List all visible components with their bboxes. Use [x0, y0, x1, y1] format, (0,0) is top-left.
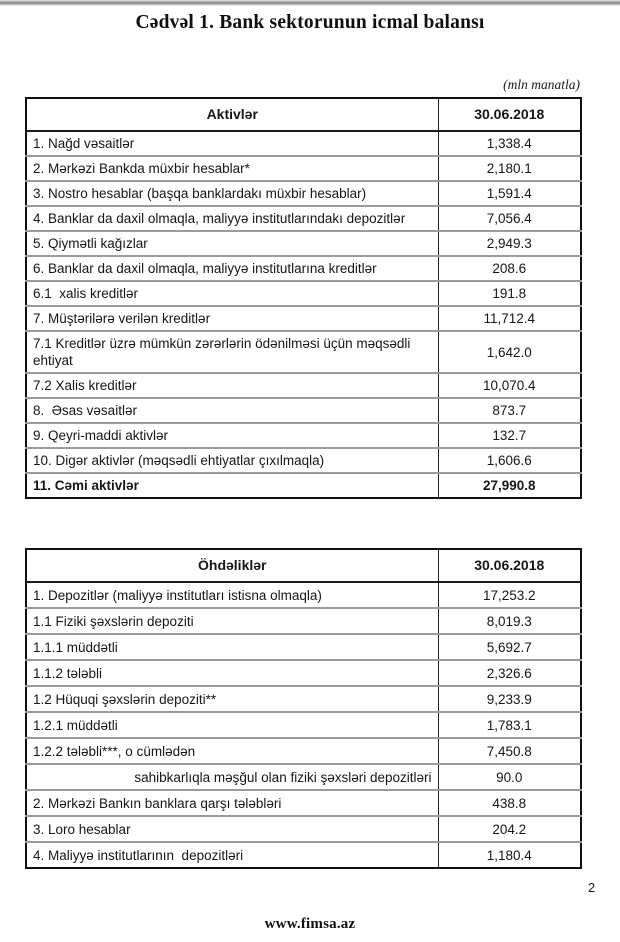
- row-value: 191.8: [438, 281, 581, 306]
- table-row: [26, 398, 581, 423]
- row-label: 1.2 Hüquqi şəxslərin depoziti**: [26, 686, 438, 712]
- table-row: [26, 373, 581, 398]
- row-value: 1,180.4: [438, 842, 581, 868]
- footer-url: www.fimsa.az: [264, 916, 356, 932]
- row-value: 2,180.1: [438, 156, 581, 181]
- row-value: 1,591.4: [438, 181, 581, 206]
- row-label: 1.1 Fiziki şəxslərin depoziti: [26, 608, 438, 634]
- top-gray-bar: [0, 0, 620, 6]
- row-label: 2. Mərkəzi Bankın banklara qarşı tələbləri: [26, 790, 438, 816]
- table-row: [26, 473, 581, 498]
- assets-header-label: Aktivlər: [26, 98, 438, 131]
- row-value: 208.6: [438, 256, 581, 281]
- table-row: [26, 156, 581, 181]
- table-row: [26, 608, 581, 634]
- table-row: [26, 686, 581, 712]
- row-value: 1,338.4: [438, 131, 581, 156]
- assets-header-date: 30.06.2018: [438, 98, 581, 131]
- row-label: 7. Müştərilərə verilən kreditlər: [26, 306, 438, 331]
- row-value: 90.0: [438, 764, 581, 790]
- table-row: [26, 281, 581, 306]
- row-label: 1. Depozitlər (maliyyə institutları istisna olmaqla): [26, 582, 438, 608]
- table-row: [26, 306, 581, 331]
- table-row: [26, 423, 581, 448]
- row-label: 8. Əsas vəsaitlər: [26, 398, 438, 423]
- row-value: 8,019.3: [438, 608, 581, 634]
- row-label: 7.1 Kreditlər üzrə mümkün zərərlərin ödənilməsi üçün məqsədli ehtiyat: [26, 331, 438, 373]
- liabilities-header-date: 30.06.2018: [438, 549, 581, 582]
- row-value: 1,642.0: [438, 331, 581, 373]
- liabilities-header-row: [26, 549, 581, 582]
- liabilities-table: [25, 548, 582, 869]
- table-row: [26, 660, 581, 686]
- row-value: 204.2: [438, 816, 581, 842]
- unit-note: (mln manatla): [503, 77, 580, 92]
- liabilities-header-label: Öhdəliklər: [26, 549, 438, 582]
- row-label: 1.2.2 tələbli***, o cümlədən: [26, 738, 438, 764]
- row-value: 11,712.4: [438, 306, 581, 331]
- row-value: 132.7: [438, 423, 581, 448]
- row-value: 1,783.1: [438, 712, 581, 738]
- table-row: [26, 131, 581, 156]
- row-value: 1,606.6: [438, 448, 581, 473]
- table-row: [26, 181, 581, 206]
- row-label: 4. Banklar da daxil olmaqla, maliyyə institutlarındakı depozitlər: [26, 206, 438, 231]
- assets-table: [25, 97, 582, 499]
- row-label: 7.2 Xalis kreditlər: [26, 373, 438, 398]
- row-label: 6. Banklar da daxil olmaqla, maliyyə institutlarına kreditlər: [26, 256, 438, 281]
- row-label: 3. Loro hesablar: [26, 816, 438, 842]
- table-row: [26, 738, 581, 764]
- table-row: [26, 448, 581, 473]
- row-label: 5. Qiymətli kağızlar: [26, 231, 438, 256]
- row-label: 1.1.1 müddətli: [26, 634, 438, 660]
- row-label: 10. Digər aktivlər (məqsədli ehtiyatlar çıxılmaqla): [26, 448, 438, 473]
- row-label: 6.1 xalis kreditlər: [26, 281, 438, 306]
- row-value: 17,253.2: [438, 582, 581, 608]
- row-value: 7,056.4: [438, 206, 581, 231]
- table-row: [26, 764, 581, 790]
- row-value: 10,070.4: [438, 373, 581, 398]
- row-value: 5,692.7: [438, 634, 581, 660]
- row-value: 873.7: [438, 398, 581, 423]
- table-row: [26, 331, 581, 373]
- row-value: 2,326.6: [438, 660, 581, 686]
- table-row: [26, 206, 581, 231]
- row-value: 438.8: [438, 790, 581, 816]
- liabilities-table-body: [26, 582, 581, 868]
- row-value: 27,990.8: [438, 473, 581, 498]
- row-label: 2. Mərkəzi Bankda müxbir hesablar*: [26, 156, 438, 181]
- row-value: 7,450.8: [438, 738, 581, 764]
- row-label: 9. Qeyri-maddi aktivlər: [26, 423, 438, 448]
- row-label: 3. Nostro hesablar (başqa banklardakı müxbir hesablar): [26, 181, 438, 206]
- row-value: 2,949.3: [438, 231, 581, 256]
- table-row: [26, 634, 581, 660]
- assets-header-row: [26, 98, 581, 131]
- table-row: [26, 712, 581, 738]
- page-number: 2: [588, 880, 596, 895]
- table-row: [26, 816, 581, 842]
- row-label: 4. Maliyyə institutlarının depozitləri: [26, 842, 438, 868]
- row-value: 9,233.9: [438, 686, 581, 712]
- assets-table-body: [26, 131, 581, 498]
- row-label: 1.1.2 tələbli: [26, 660, 438, 686]
- row-label: 11. Cəmi aktivlər: [26, 473, 438, 498]
- table-row: [26, 256, 581, 281]
- table-row: [26, 231, 581, 256]
- table-row: [26, 790, 581, 816]
- row-label: 1.2.1 müddətli: [26, 712, 438, 738]
- table-row: [26, 842, 581, 868]
- table-row: [26, 582, 581, 608]
- row-label: 1. Nağd vəsaitlər: [26, 131, 438, 156]
- row-label: sahibkarlıqla məşğul olan fiziki şəxsləri depozitləri: [26, 764, 438, 790]
- page-title: Cədvəl 1. Bank sektorunun icmal balansı: [135, 12, 485, 33]
